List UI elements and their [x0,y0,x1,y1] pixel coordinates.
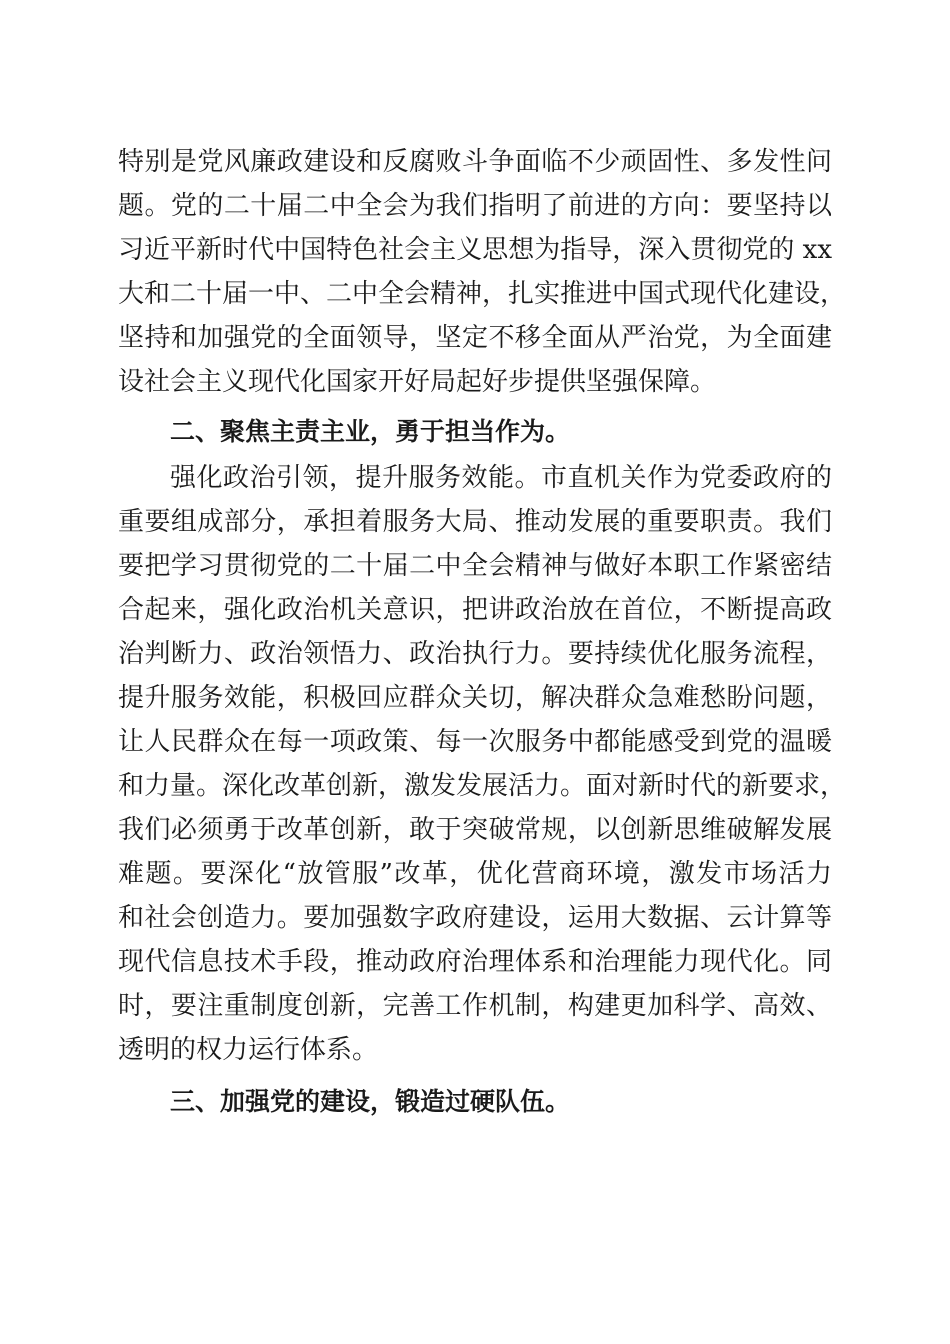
paragraph-line: 提升服务效能，积极回应群众关切，解决群众急难愁盼问题， [118,683,832,713]
paragraph-line: 设社会主义现代化国家开好局起好步提供坚强保障。 [118,367,717,397]
section-heading-3: 三、加强党的建设，锻造过硬队伍。 [170,1087,571,1116]
paragraph-line: 重要组成部分，承担着服务大局、推动发展的重要职责。我们 [118,507,832,537]
paragraph-line: 习近平新时代中国特色社会主义思想为指导，深入贯彻党的 xx [118,235,832,265]
paragraph-line: 透明的权力运行体系。 [118,1035,379,1065]
paragraph-line: 要把学习贯彻党的二十届二中全会精神与做好本职工作紧密结 [118,551,832,581]
paragraph-line: 我们必须勇于改革创新，敢于突破常规，以创新思维破解发展 [118,815,832,845]
section-heading-2: 二、聚焦主责主业，勇于担当作为。 [170,417,571,446]
paragraph-line: 合起来，强化政治机关意识，把讲政治放在首位，不断提高政 [118,595,832,625]
paragraph-line: 时，要注重制度创新，完善工作机制，构建更加科学、高效、 [118,991,832,1021]
paragraph-line: 现代信息技术手段，推动政府治理体系和治理能力现代化。同 [118,947,832,977]
paragraph-line: 特别是党风廉政建设和反腐败斗争面临不少顽固性、多发性问 [118,147,832,177]
paragraph-line: 和力量。深化改革创新，激发发展活力。面对新时代的新要求， [118,771,847,801]
paragraph-line: 和社会创造力。要加强数字政府建设，运用大数据、云计算等 [118,903,832,933]
paragraph-line: 强化政治引领，提升服务效能。市直机关作为党委政府的 [170,463,832,493]
paragraph-line: 难题。要深化“放管服”改革，优化营商环境，激发市场活力 [118,859,832,889]
paragraph-line: 让人民群众在每一项政策、每一次服务中都能感受到党的温暖 [118,727,832,757]
paragraph-line: 题。党的二十届二中全会为我们指明了前进的方向：要坚持以 [118,191,832,221]
paragraph-line: 治判断力、政治领悟力、政治执行力。要持续优化服务流程， [118,639,832,669]
paragraph-line: 大和二十届一中、二中全会精神，扎实推进中国式现代化建设， [118,279,847,309]
paragraph-line: 坚持和加强党的全面领导，坚定不移全面从严治党，为全面建 [118,323,832,353]
